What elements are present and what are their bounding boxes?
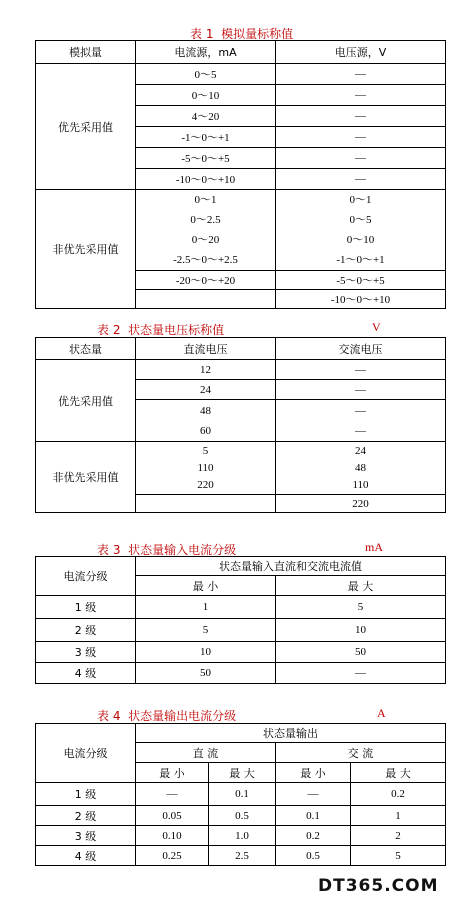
t3-cell: 50 [136,663,276,684]
t4-header-grade: 电流分级 [36,724,136,783]
t2-cell: 110 [352,478,369,491]
t1-cell: -1～0～+1 [136,127,276,148]
t3-cell: 10 [276,619,446,642]
table2 [35,337,446,513]
t1-cell: 0～5 [136,64,276,85]
t2-cell [136,495,276,513]
t1-cell: — [276,64,446,85]
t4-cell: — [276,783,351,806]
t2-cell: 24 [136,380,276,400]
t4-header-ac-max: 最 大 [351,763,446,783]
t2-group-preferred: 优先采用值 [36,360,136,442]
t3-cell: 5 [136,619,276,642]
t2-cell: 60 [200,424,211,437]
t3-grade: 1 级 [36,596,136,619]
t2-cell-stack [136,400,276,442]
t4-cell: 1.0 [209,826,276,846]
t3-header-max: 最 大 [276,576,446,596]
t2-cell: — [355,404,366,417]
table4 [35,723,446,866]
table2-unit: V [372,320,381,334]
t4-cell: 0.1 [209,783,276,806]
t4-cell: 0.1 [276,806,351,826]
t1-cell: -1～0～+1 [336,254,385,266]
t1-group-nonpreferred: 非优先采用值 [36,190,136,309]
t3-cell: — [276,663,446,684]
t4-cell: 5 [351,846,446,866]
t1-cell: 0～20 [191,234,220,246]
t1-cell: 0～10 [136,85,276,106]
t1-header-analog: 模拟量 [36,41,136,64]
t3-header-grade: 电流分级 [36,557,136,596]
table3-unit: mA [365,540,383,554]
t4-cell: 0.2 [351,783,446,806]
t1-group-preferred: 优先采用值 [36,64,136,190]
t3-cell: 5 [276,596,446,619]
t4-header-dc-max: 最 大 [209,763,276,783]
t1-cell-stack [276,190,446,271]
t3-cell: 10 [136,642,276,663]
t1-cell: — [276,85,446,106]
t4-cell: 2.5 [209,846,276,866]
t1-cell: 4～20 [136,106,276,127]
table4-unit: A [377,706,386,720]
t4-cell: 0.05 [136,806,209,826]
t2-cell: 220 [276,495,446,513]
t1-cell: -20～0～+20 [136,271,276,290]
t3-header-min: 最 小 [136,576,276,596]
t1-cell: — [276,127,446,148]
t3-cell: 50 [276,642,446,663]
t2-cell: 5 [202,444,209,457]
t1-cell: -5～0～+5 [136,148,276,169]
t1-cell-stack [136,190,276,271]
t1-cell: 0～1 [349,194,372,206]
t2-cell: — [276,360,446,380]
t4-header-span: 状态量输出 [136,724,446,743]
t3-header-span: 状态量输入直流和交流电流值 [136,557,446,576]
t2-cell: 48 [355,461,366,474]
t4-grade: 2 级 [36,806,136,826]
t4-cell: 0.25 [136,846,209,866]
t2-header-state: 状态量 [36,338,136,360]
t1-cell: -5～0～+5 [276,271,446,290]
table2-caption: 表 2 状态量电压标称值 [97,323,225,337]
t4-cell: 0.5 [276,846,351,866]
t2-group-nonpreferred: 非优先采用值 [36,442,136,513]
t2-cell: 110 [197,461,214,474]
t2-cell-stack [136,442,276,495]
t1-header-current: 电流源，mA [136,41,276,64]
t1-cell: 0～1 [194,194,217,206]
t4-cell: 0.5 [209,806,276,826]
t1-cell [136,290,276,309]
t4-cell: — [136,783,209,806]
t4-header-dc-min: 最 小 [136,763,209,783]
t1-cell: — [276,148,446,169]
t3-grade: 4 级 [36,663,136,684]
t2-cell-stack [276,400,446,442]
t4-cell: 0.10 [136,826,209,846]
t4-header-dc: 直 流 [136,743,276,763]
t4-grade: 3 级 [36,826,136,846]
table4-caption: 表 4 状态量输出电流分级 [97,709,237,723]
t4-cell: 0.2 [276,826,351,846]
t1-cell: 0～5 [349,214,372,226]
t2-cell: 48 [200,404,211,417]
table1-caption: 表 1 模拟量标称值 [190,27,294,41]
t1-cell: -10～0～+10 [276,290,446,309]
t1-cell: — [276,169,446,190]
t1-cell: 0～2.5 [190,214,221,226]
t3-grade: 3 级 [36,642,136,663]
table1 [35,40,446,309]
t4-cell: 1 [351,806,446,826]
t4-cell: 2 [351,826,446,846]
table3 [35,556,446,684]
t4-header-ac-min: 最 小 [276,763,351,783]
t2-cell: 12 [136,360,276,380]
t3-grade: 2 级 [36,619,136,642]
t2-cell: — [276,380,446,400]
t2-header-dc: 直流电压 [136,338,276,360]
t1-cell: -2.5～0～+2.5 [173,254,238,266]
t3-cell: 1 [136,596,276,619]
t2-cell: — [355,424,366,437]
t4-grade: 4 级 [36,846,136,866]
t1-cell: -10～0～+10 [136,169,276,190]
t1-header-voltage: 电压源，V [276,41,446,64]
t1-cell: 0～10 [346,234,375,246]
t2-header-ac: 交流电压 [276,338,446,360]
t2-cell-stack [276,442,446,495]
table3-caption: 表 3 状态量输入电流分级 [97,543,237,557]
t4-header-ac: 交 流 [276,743,446,763]
t4-grade: 1 级 [36,783,136,806]
t1-cell: — [276,106,446,127]
site-watermark: DT365.COM [318,876,439,896]
t2-cell: 220 [197,478,214,491]
t2-cell: 24 [355,444,366,457]
